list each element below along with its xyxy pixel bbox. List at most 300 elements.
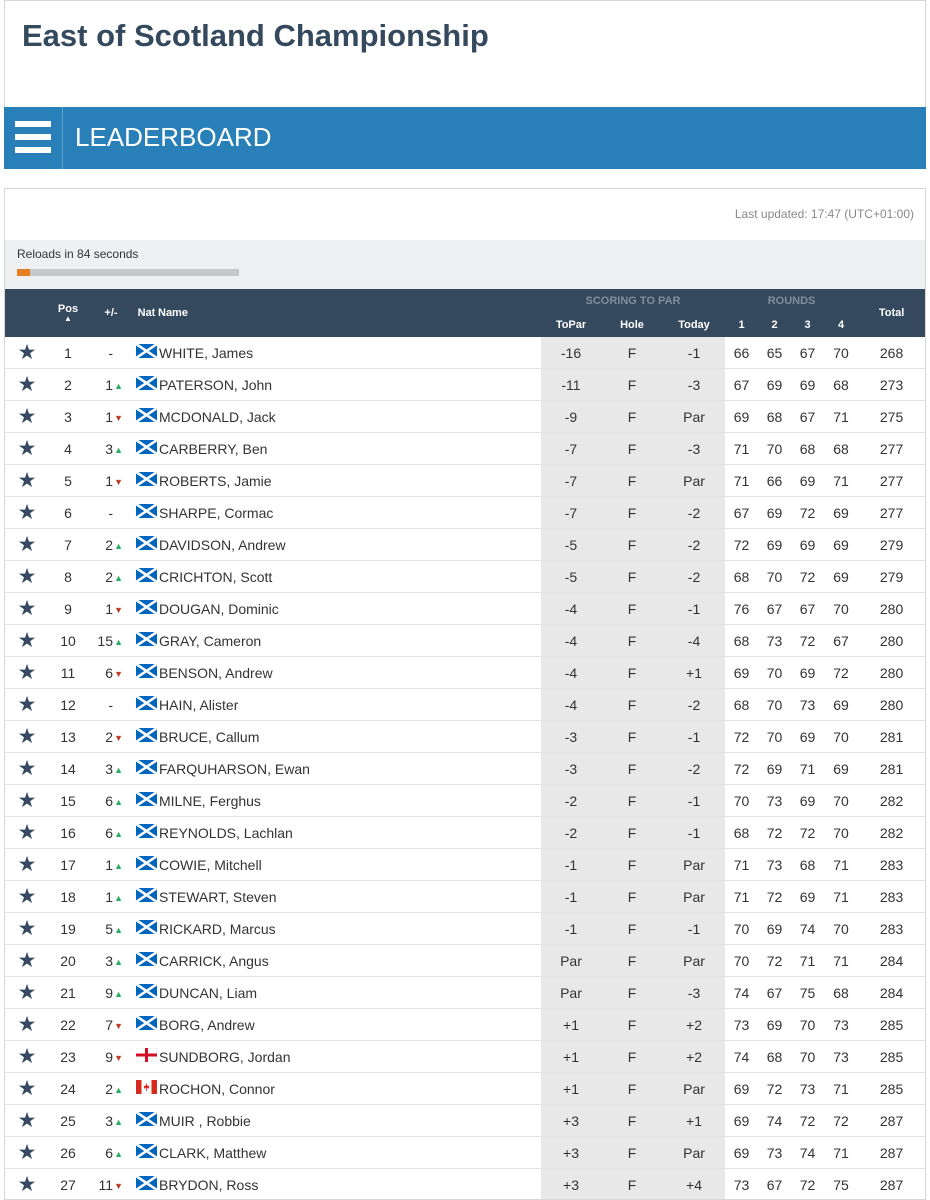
nat-cell <box>135 785 158 817</box>
player-name[interactable]: CLARK, Matthew <box>158 1137 541 1169</box>
movement-cell <box>87 433 135 465</box>
round-3-cell: 72 <box>791 625 824 657</box>
round-2-cell: 70 <box>758 561 791 593</box>
topar-cell: -7 <box>541 433 601 465</box>
player-name[interactable]: DAVIDSON, Andrew <box>158 529 541 561</box>
flag-icon <box>136 536 157 553</box>
pos-cell: 12 <box>49 689 87 721</box>
hole-cell: F <box>601 465 663 497</box>
flag-icon <box>136 696 157 713</box>
topar-cell: -11 <box>541 369 601 401</box>
hole-cell: F <box>601 625 663 657</box>
round-4-cell: 68 <box>824 433 858 465</box>
nat-cell <box>135 1073 158 1105</box>
today-cell: +2 <box>663 1041 725 1073</box>
total-cell: 280 <box>858 657 925 689</box>
movement-value: 1 <box>105 888 113 905</box>
round-2-cell: 69 <box>758 753 791 785</box>
round-4-cell: 75 <box>824 1169 858 1200</box>
star-icon[interactable]: ★ <box>17 757 37 780</box>
today-cell: Par <box>663 945 725 977</box>
reload-progress-bar <box>17 269 239 276</box>
topar-cell: -9 <box>541 401 601 433</box>
total-cell: 282 <box>858 785 925 817</box>
favourite-cell[interactable] <box>5 529 49 561</box>
up-arrow-icon: ▲ <box>114 924 123 935</box>
star-icon[interactable]: ★ <box>17 405 37 428</box>
movement-value: 2 <box>105 1080 113 1097</box>
favourite-cell[interactable] <box>5 817 49 849</box>
table-row[interactable] <box>5 337 925 369</box>
star-icon[interactable]: ★ <box>17 629 37 652</box>
round-4-cell: 73 <box>824 1041 858 1073</box>
player-name[interactable]: CRICHTON, Scott <box>158 561 541 593</box>
round-2-cell: 69 <box>758 913 791 945</box>
nat-cell <box>135 1105 158 1137</box>
today-cell: -1 <box>663 721 725 753</box>
total-cell: 268 <box>858 337 925 369</box>
pos-cell: 11 <box>49 657 87 689</box>
pos-cell: 2 <box>49 369 87 401</box>
round-1-cell: 74 <box>725 977 758 1009</box>
player-name[interactable]: SUNDBORG, Jordan <box>158 1041 541 1073</box>
pos-cell: 6 <box>49 497 87 529</box>
favourite-cell[interactable] <box>5 561 49 593</box>
today-cell: -1 <box>663 817 725 849</box>
player-name[interactable]: HAIN, Alister <box>158 689 541 721</box>
player-name[interactable]: BRYDON, Ross <box>158 1169 541 1200</box>
topar-cell: +3 <box>541 1105 601 1137</box>
today-cell: -3 <box>663 433 725 465</box>
nat-cell <box>135 657 158 689</box>
favourite-cell[interactable] <box>5 1041 49 1073</box>
round-3-cell: 69 <box>791 465 824 497</box>
down-arrow-icon: ▼ <box>114 1020 123 1031</box>
topar-cell: -7 <box>541 465 601 497</box>
round-2-cell: 66 <box>758 465 791 497</box>
round-3-cell: 72 <box>791 561 824 593</box>
table-row[interactable] <box>5 625 925 657</box>
table-row[interactable] <box>5 977 925 1009</box>
table-row[interactable] <box>5 881 925 913</box>
round-3-cell: 72 <box>791 1105 824 1137</box>
star-icon[interactable]: ★ <box>17 597 37 620</box>
round-1-cell: 69 <box>725 1073 758 1105</box>
today-cell: Par <box>663 1137 725 1169</box>
hole-col-header: Hole <box>601 313 663 337</box>
hole-cell: F <box>601 689 663 721</box>
round-3-cell: 71 <box>791 753 824 785</box>
today-cell: Par <box>663 1073 725 1105</box>
menu-icon[interactable] <box>15 121 51 157</box>
favourite-cell[interactable] <box>5 689 49 721</box>
up-arrow-icon: ▲ <box>114 380 123 391</box>
pos-cell: 3 <box>49 401 87 433</box>
flag-icon <box>136 1048 157 1065</box>
nat-cell <box>135 369 158 401</box>
table-row[interactable] <box>5 817 925 849</box>
movement-cell <box>87 1137 135 1169</box>
round-3-cell: 69 <box>791 369 824 401</box>
total-cell: 275 <box>858 401 925 433</box>
topar-cell: -4 <box>541 657 601 689</box>
round-1-cell: 73 <box>725 1169 758 1200</box>
flag-icon <box>136 440 157 457</box>
round-3-cell: 71 <box>791 945 824 977</box>
last-updated: Last updated: 17:47 (UTC+01:00) <box>734 207 914 221</box>
favourite-cell[interactable] <box>5 753 49 785</box>
hole-cell: F <box>601 945 663 977</box>
favourite-cell[interactable] <box>5 849 49 881</box>
topar-cell: -1 <box>541 881 601 913</box>
movement-cell <box>87 465 135 497</box>
hole-cell: F <box>601 817 663 849</box>
hole-cell: F <box>601 1009 663 1041</box>
movement-value: 3 <box>105 440 113 457</box>
favourite-cell[interactable] <box>5 1073 49 1105</box>
movement-value: - <box>108 344 113 361</box>
pos-cell: 21 <box>49 977 87 1009</box>
page-header <box>4 0 926 107</box>
star-icon[interactable]: ★ <box>17 725 37 748</box>
star-icon[interactable]: ★ <box>17 1077 37 1100</box>
favourite-cell[interactable] <box>5 337 49 369</box>
star-icon[interactable]: ★ <box>17 981 37 1004</box>
movement-value: 9 <box>105 1048 113 1065</box>
movement-cell <box>87 977 135 1009</box>
round-1-cell: 72 <box>725 529 758 561</box>
player-name[interactable]: ROBERTS, Jamie <box>158 465 541 497</box>
today-cell: Par <box>663 401 725 433</box>
round-2-cell: 67 <box>758 593 791 625</box>
flag-icon <box>136 952 157 969</box>
today-cell: -1 <box>663 593 725 625</box>
nat-cell <box>135 977 158 1009</box>
movement-value: 5 <box>105 920 113 937</box>
favourite-cell[interactable] <box>5 945 49 977</box>
round-3-cell: 68 <box>791 433 824 465</box>
favourite-cell[interactable] <box>5 1137 49 1169</box>
table-row[interactable] <box>5 945 925 977</box>
player-name[interactable]: FARQUHARSON, Ewan <box>158 753 541 785</box>
nat-cell <box>135 465 158 497</box>
today-cell: Par <box>663 849 725 881</box>
rounds-group-header: ROUNDS <box>725 289 858 313</box>
star-icon[interactable]: ★ <box>17 1013 37 1036</box>
today-cell: +2 <box>663 1009 725 1041</box>
round-3-cell: 73 <box>791 1073 824 1105</box>
flag-icon <box>136 824 157 841</box>
hole-cell: F <box>601 1137 663 1169</box>
topar-cell: -3 <box>541 753 601 785</box>
total-cell: 277 <box>858 465 925 497</box>
hole-cell: F <box>601 977 663 1009</box>
today-cell: -2 <box>663 753 725 785</box>
up-arrow-icon: ▲ <box>114 1116 123 1127</box>
favourite-cell[interactable] <box>5 913 49 945</box>
star-icon[interactable]: ★ <box>17 1141 37 1164</box>
today-cell: -1 <box>663 785 725 817</box>
hole-cell: F <box>601 561 663 593</box>
favourite-cell[interactable] <box>5 497 49 529</box>
reload-countdown: Reloads in 84 seconds <box>17 247 139 261</box>
round-4-cell: 70 <box>824 593 858 625</box>
table-row[interactable] <box>5 433 925 465</box>
movement-cell <box>87 1041 135 1073</box>
round-1-cell: 67 <box>725 369 758 401</box>
today-cell: -2 <box>663 689 725 721</box>
round-3-cell: 74 <box>791 1137 824 1169</box>
player-name[interactable]: PATERSON, John <box>158 369 541 401</box>
star-icon[interactable]: ★ <box>17 565 37 588</box>
favourite-cell[interactable] <box>5 433 49 465</box>
r2-col-header: 2 <box>758 313 791 337</box>
round-2-cell: 67 <box>758 977 791 1009</box>
pos-cell: 7 <box>49 529 87 561</box>
player-name[interactable]: BRUCE, Callum <box>158 721 541 753</box>
topar-cell: -3 <box>541 721 601 753</box>
table-row[interactable] <box>5 785 925 817</box>
star-icon[interactable]: ★ <box>17 1109 37 1132</box>
round-2-cell: 70 <box>758 721 791 753</box>
favourite-cell[interactable] <box>5 1169 49 1200</box>
hole-cell: F <box>601 753 663 785</box>
movement-cell <box>87 785 135 817</box>
pos-cell: 9 <box>49 593 87 625</box>
fav-col-header <box>5 289 49 337</box>
table-row[interactable] <box>5 689 925 721</box>
pos-cell: 27 <box>49 1169 87 1200</box>
player-name[interactable]: BENSON, Andrew <box>158 657 541 689</box>
favourite-cell[interactable] <box>5 1105 49 1137</box>
round-2-cell: 68 <box>758 1041 791 1073</box>
player-name[interactable]: SHARPE, Cormac <box>158 497 541 529</box>
star-icon[interactable]: ★ <box>17 693 37 716</box>
up-arrow-icon: ▲ <box>114 828 123 839</box>
star-icon[interactable]: ★ <box>17 1045 37 1068</box>
player-name[interactable]: WHITE, James <box>158 337 541 369</box>
star-icon[interactable]: ★ <box>17 533 37 556</box>
star-icon[interactable]: ★ <box>17 373 37 396</box>
table-row[interactable] <box>5 913 925 945</box>
star-icon[interactable]: ★ <box>17 885 37 908</box>
movement-cell <box>87 1105 135 1137</box>
total-cell: 283 <box>858 913 925 945</box>
total-cell: 280 <box>858 689 925 721</box>
table-row[interactable] <box>5 401 925 433</box>
favourite-cell[interactable] <box>5 977 49 1009</box>
total-cell: 273 <box>858 369 925 401</box>
table-row[interactable] <box>5 1105 925 1137</box>
topar-cell: -4 <box>541 689 601 721</box>
round-1-cell: 69 <box>725 1137 758 1169</box>
nat-cell <box>135 561 158 593</box>
nat-cell <box>135 881 158 913</box>
movement-value: 6 <box>105 792 113 809</box>
round-2-cell: 73 <box>758 1137 791 1169</box>
favourite-cell[interactable] <box>5 593 49 625</box>
movement-cell <box>87 721 135 753</box>
topar-cell: -4 <box>541 625 601 657</box>
round-1-cell: 68 <box>725 625 758 657</box>
star-icon[interactable]: ★ <box>17 853 37 876</box>
round-3-cell: 68 <box>791 849 824 881</box>
round-4-cell: 69 <box>824 497 858 529</box>
star-icon[interactable]: ★ <box>17 1173 37 1196</box>
table-row[interactable] <box>5 465 925 497</box>
movement-value: 3 <box>105 952 113 969</box>
table-row[interactable] <box>5 1073 925 1105</box>
pos-cell: 5 <box>49 465 87 497</box>
table-row[interactable] <box>5 1041 925 1073</box>
movement-col-header: +/- <box>87 289 135 337</box>
total-cell: 285 <box>858 1073 925 1105</box>
table-row[interactable] <box>5 529 925 561</box>
today-cell: -4 <box>663 625 725 657</box>
round-2-cell: 72 <box>758 881 791 913</box>
hole-cell: F <box>601 657 663 689</box>
table-row[interactable] <box>5 753 925 785</box>
table-row[interactable] <box>5 497 925 529</box>
topar-cell: Par <box>541 977 601 1009</box>
flag-icon <box>136 1080 157 1097</box>
topar-cell: -4 <box>541 593 601 625</box>
hole-cell: F <box>601 497 663 529</box>
reload-progress-fill <box>17 269 30 276</box>
table-row[interactable] <box>5 369 925 401</box>
topar-cell: -5 <box>541 529 601 561</box>
round-2-cell: 74 <box>758 1105 791 1137</box>
favourite-cell[interactable] <box>5 785 49 817</box>
movement-cell <box>87 401 135 433</box>
hole-cell: F <box>601 369 663 401</box>
favourite-cell[interactable] <box>5 881 49 913</box>
player-name[interactable]: RICKARD, Marcus <box>158 913 541 945</box>
player-name[interactable]: REYNOLDS, Lachlan <box>158 817 541 849</box>
player-name[interactable]: CARRICK, Angus <box>158 945 541 977</box>
player-name[interactable]: CARBERRY, Ben <box>158 433 541 465</box>
round-4-cell: 71 <box>824 881 858 913</box>
table-row[interactable] <box>5 561 925 593</box>
nat-cell <box>135 753 158 785</box>
movement-cell <box>87 369 135 401</box>
round-1-cell: 72 <box>725 753 758 785</box>
player-name[interactable]: ROCHON, Connor <box>158 1073 541 1105</box>
table-row[interactable] <box>5 1009 925 1041</box>
table-row[interactable] <box>5 1169 925 1200</box>
total-cell: 279 <box>858 529 925 561</box>
player-name[interactable]: BORG, Andrew <box>158 1009 541 1041</box>
star-icon[interactable]: ★ <box>17 501 37 524</box>
table-row[interactable] <box>5 593 925 625</box>
round-3-cell: 69 <box>791 785 824 817</box>
scoring-group-header: SCORING TO PAR <box>541 289 725 313</box>
favourite-cell[interactable] <box>5 465 49 497</box>
star-icon[interactable]: ★ <box>17 469 37 492</box>
flag-icon <box>136 664 157 681</box>
favourite-cell[interactable] <box>5 721 49 753</box>
round-2-cell: 70 <box>758 657 791 689</box>
today-cell: -2 <box>663 529 725 561</box>
player-name[interactable]: MILNE, Ferghus <box>158 785 541 817</box>
player-name[interactable]: MCDONALD, Jack <box>158 401 541 433</box>
round-1-cell: 68 <box>725 817 758 849</box>
flag-icon <box>136 984 157 1001</box>
round-2-cell: 73 <box>758 625 791 657</box>
today-cell: -1 <box>663 337 725 369</box>
round-4-cell: 71 <box>824 1137 858 1169</box>
player-name[interactable]: STEWART, Steven <box>158 881 541 913</box>
up-arrow-icon: ▲ <box>114 444 123 455</box>
up-arrow-icon: ▲ <box>114 1148 123 1159</box>
total-cell: 284 <box>858 945 925 977</box>
star-icon[interactable]: ★ <box>17 661 37 684</box>
pos-col-header[interactable]: Pos ▲ <box>49 289 87 337</box>
total-cell: 282 <box>858 817 925 849</box>
topar-cell: Par <box>541 945 601 977</box>
round-2-cell: 68 <box>758 401 791 433</box>
nat-cell <box>135 433 158 465</box>
star-icon[interactable]: ★ <box>17 341 37 364</box>
flag-icon <box>136 792 157 809</box>
topar-col-header: ToPar <box>541 313 601 337</box>
star-icon[interactable]: ★ <box>17 789 37 812</box>
pos-cell: 1 <box>49 337 87 369</box>
total-cell: 283 <box>858 849 925 881</box>
flag-icon <box>136 600 157 617</box>
round-4-cell: 71 <box>824 401 858 433</box>
player-name[interactable]: DOUGAN, Dominic <box>158 593 541 625</box>
table-row[interactable] <box>5 721 925 753</box>
player-name[interactable]: GRAY, Cameron <box>158 625 541 657</box>
table-row[interactable] <box>5 657 925 689</box>
round-1-cell: 70 <box>725 913 758 945</box>
favourite-cell[interactable] <box>5 369 49 401</box>
page-title: East of Scotland Championship <box>22 18 489 53</box>
movement-value: 1 <box>105 856 113 873</box>
movement-value: 2 <box>105 728 113 745</box>
movement-cell <box>87 657 135 689</box>
favourite-cell[interactable] <box>5 657 49 689</box>
round-2-cell: 67 <box>758 1169 791 1200</box>
round-1-cell: 68 <box>725 561 758 593</box>
star-icon[interactable]: ★ <box>17 949 37 972</box>
table-row[interactable] <box>5 1137 925 1169</box>
movement-value: 3 <box>105 760 113 777</box>
hole-cell: F <box>601 337 663 369</box>
star-icon[interactable]: ★ <box>17 437 37 460</box>
nat-cell <box>135 625 158 657</box>
movement-value: 11 <box>98 1176 113 1193</box>
player-name[interactable]: COWIE, Mitchell <box>158 849 541 881</box>
player-name[interactable]: MUIR , Robbie <box>158 1105 541 1137</box>
star-icon[interactable]: ★ <box>17 821 37 844</box>
total-cell: 284 <box>858 977 925 1009</box>
round-3-cell: 69 <box>791 721 824 753</box>
table-row[interactable] <box>5 849 925 881</box>
favourite-cell[interactable] <box>5 401 49 433</box>
star-icon[interactable]: ★ <box>17 917 37 940</box>
nat-cell <box>135 689 158 721</box>
favourite-cell[interactable] <box>5 625 49 657</box>
down-arrow-icon: ▼ <box>114 412 123 423</box>
movement-cell <box>87 337 135 369</box>
pos-cell: 18 <box>49 881 87 913</box>
favourite-cell[interactable] <box>5 1009 49 1041</box>
nat-cell <box>135 1041 158 1073</box>
player-name[interactable]: DUNCAN, Liam <box>158 977 541 1009</box>
flag-icon <box>136 1112 157 1129</box>
